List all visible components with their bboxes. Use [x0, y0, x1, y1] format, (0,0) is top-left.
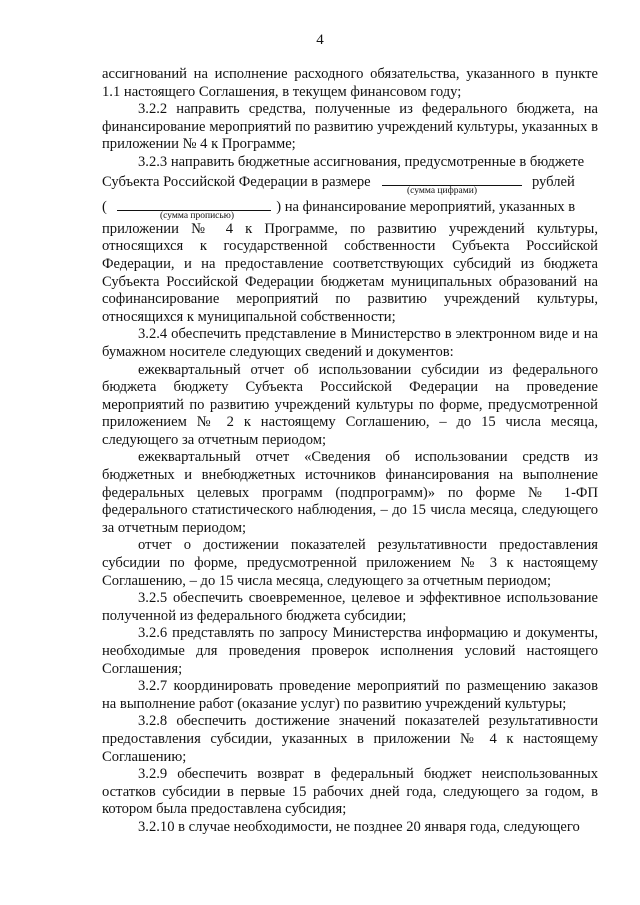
open-parenthesis: ( — [102, 199, 107, 216]
paragraph-1fp-report: ежеквартальный отчет «Сведения об использовании средств из бюджетных и внебюджетных источников финансирования на выполнение федеральных целевых программ (подпрограмм)» по форме № 1-ФП федерального статистического наблюдения, – до 15 числа месяца, следующего за отчетным периодом; — [102, 449, 598, 536]
paragraph-3-2-2: 3.2.2 направить средства, полученные из федерального бюджета, на финансирование мероприятий по развитию учреждений культуры, указанных в приложении № 4 к Программе; — [102, 101, 598, 153]
paragraph-3-2-3-amount-line — [102, 172, 598, 196]
paragraph-3-2-10: 3.2.10 в случае необходимости, не позднее 20 января года, следующего — [138, 818, 580, 835]
paragraph-3-2-8: 3.2.8 обеспечить достижение значений показателей результативности предоставления субсидии, указанных в приложении № 4 к настоящему Соглашению; — [102, 713, 598, 765]
paragraph-quarterly-report: ежеквартальный отчет об использовании субсидии из федерального бюджета бюджету Субъекта Российской Федерации на проведение мероприятий по развитию учреждений культуры по форме, предусмотренной приложением № 2 к настоящему Соглашению, – до 15 числа месяца, следующего за отчетным периодом; — [102, 361, 598, 448]
paragraph-3-2-4: 3.2.4 обеспечить представление в Министерство в электронном виде и на бумажном носителе следующих сведений и документов: — [102, 326, 598, 360]
paragraph-3-2-3-line1: 3.2.3 направить бюджетные ассигнования, предусмотренные в бюджете — [138, 153, 585, 170]
words-line-text: ) на финансирование мероприятий, указанных в — [276, 199, 576, 216]
caption-amount-words: (сумма прописью) — [160, 211, 234, 222]
amount-digits-blank — [382, 172, 522, 186]
caption-amount-digits: (сумма цифрами) — [407, 185, 477, 196]
page-number: 4 — [316, 32, 324, 48]
paragraph-results-report: отчет о достижении показателей результативности предоставления субсидии по форме, предусмотренной приложением № 3 к настоящему Соглашению, – до 15 числа месяца, следующего за отчетным периодом; — [102, 537, 598, 589]
document-body — [102, 66, 598, 837]
paragraph-3-2-3-rest: приложении № 4 к Программе, по развитию учреждений культуры, относящихся к государственной собственности Субъекта Российской Федерации, и на предоставление соответствующих субсидий из бюджета Субъекта Российской Федерации бюджетам муниципальных образований на софинансирование мероприятий по развитию учреждений культуры, относящихся к муниципальной собственности; — [102, 220, 598, 325]
paragraph-3-2-6: 3.2.6 представлять по запросу Министерства информацию и документы, необходимые для проведения проверок исполнения условий настоящего Соглашения; — [102, 625, 598, 677]
amount-label: Субъекта Российской Федерации в размере — [102, 173, 371, 190]
currency-label: рублей — [531, 173, 575, 190]
paragraph-3-2-7: 3.2.7 координировать проведение мероприятий по размещению заказов на выполнение работ (оказание услуг) по развитию учреждений культуры; — [102, 678, 598, 712]
paragraph-3-2-5: 3.2.5 обеспечить своевременное, целевое и эффективное использование полученной из федерального бюджета субсидии; — [102, 590, 598, 624]
paragraph-3-2-3 — [102, 154, 598, 326]
amount-words-blank — [117, 197, 271, 211]
paragraph-3-2-9: 3.2.9 обеспечить возврат в федеральный бюджет неиспользованных остатков субсидии в первые 15 рабочих дней года, следующего за годом, в котором была предоставлена субсидия; — [102, 766, 598, 818]
paragraph-3-2-3-words-line — [102, 197, 598, 222]
paragraph-continued: ассигнований на исполнение расходного обязательства, указанного в пункте 1.1 настоящего Соглашения, в текущем финансовом году; — [102, 66, 598, 100]
